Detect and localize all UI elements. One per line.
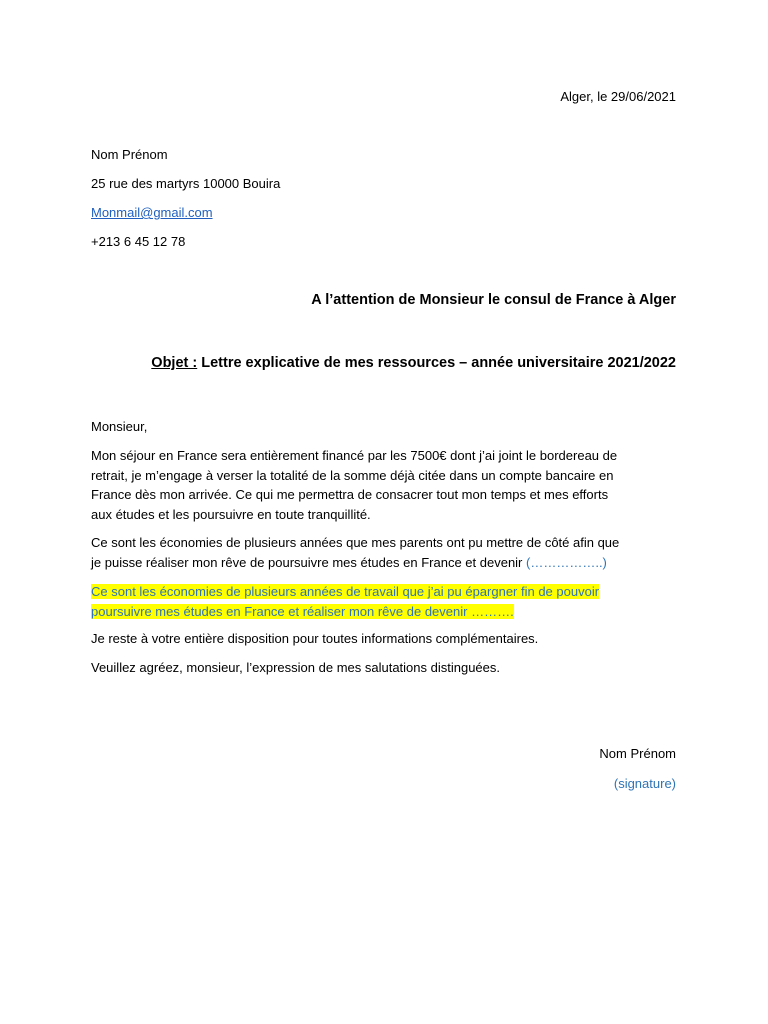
highlighted-line-wrap bbox=[91, 582, 681, 602]
paragraph-closing-formula: Veuillez agréez, monsieur, l’expression de mes salutations distinguées. bbox=[91, 660, 501, 675]
paragraph-line: Mon séjour en France sera entièrement financé par les 7500€ dont j’ai joint le bordereau de bbox=[91, 448, 618, 463]
paragraph-parents-savings bbox=[91, 533, 681, 572]
sender-phone: +213 6 45 12 78 bbox=[91, 234, 186, 249]
paragraph-line bbox=[91, 553, 681, 573]
subject-line bbox=[151, 355, 676, 372]
highlighted-line: Ce sont les économies de plusieurs années de travail que j’ai pu épargner fin de pouvoir bbox=[91, 584, 600, 599]
subject-text: Lettre explicative de mes ressources – année universitaire 2021/2022 bbox=[197, 355, 676, 371]
paragraph-line: aux études et les poursuivre en toute tranquillité. bbox=[91, 506, 371, 522]
paragraph-availability: Je reste à votre entière disposition pour toutes informations complémentaires. bbox=[91, 631, 539, 646]
salutation: Monsieur, bbox=[91, 419, 148, 434]
career-placeholder: (……………..) bbox=[526, 554, 607, 570]
paragraph-own-savings-highlighted bbox=[91, 582, 681, 621]
paragraph-line: retrait, je m’engage à verser la totalité de la somme déjà citée dans un compte bancaire en bbox=[91, 467, 614, 483]
sender-name: Nom Prénom bbox=[91, 147, 168, 162]
letter-date: Alger, le 29/06/2021 bbox=[560, 89, 676, 104]
sender-address: 25 rue des martyrs 10000 Bouira bbox=[91, 176, 281, 191]
highlighted-line: poursuivre mes études en France et réaliser mon rêve de devenir ………. bbox=[91, 603, 514, 619]
highlighted-line-wrap bbox=[91, 602, 681, 622]
paragraph-line: France dès mon arrivée. Ce qui me permettra de consacrer tout mon temps et mes efforts bbox=[91, 487, 609, 502]
subject-label: Objet : bbox=[151, 355, 198, 371]
signature-placeholder: (signature) bbox=[613, 776, 676, 791]
closing-name: Nom Prénom bbox=[599, 746, 676, 761]
paragraph-financing bbox=[91, 446, 681, 524]
sender-email-link[interactable]: Monmail@gmail.com bbox=[91, 205, 213, 220]
recipient-attention-line: A l’attention de Monsieur le consul de France à Alger bbox=[311, 292, 676, 308]
paragraph-line: Ce sont les économies de plusieurs années que mes parents ont pu mettre de côté afin que bbox=[91, 535, 620, 550]
paragraph-line-text: je puisse réaliser mon rêve de poursuivre mes études en France et devenir bbox=[91, 554, 526, 570]
